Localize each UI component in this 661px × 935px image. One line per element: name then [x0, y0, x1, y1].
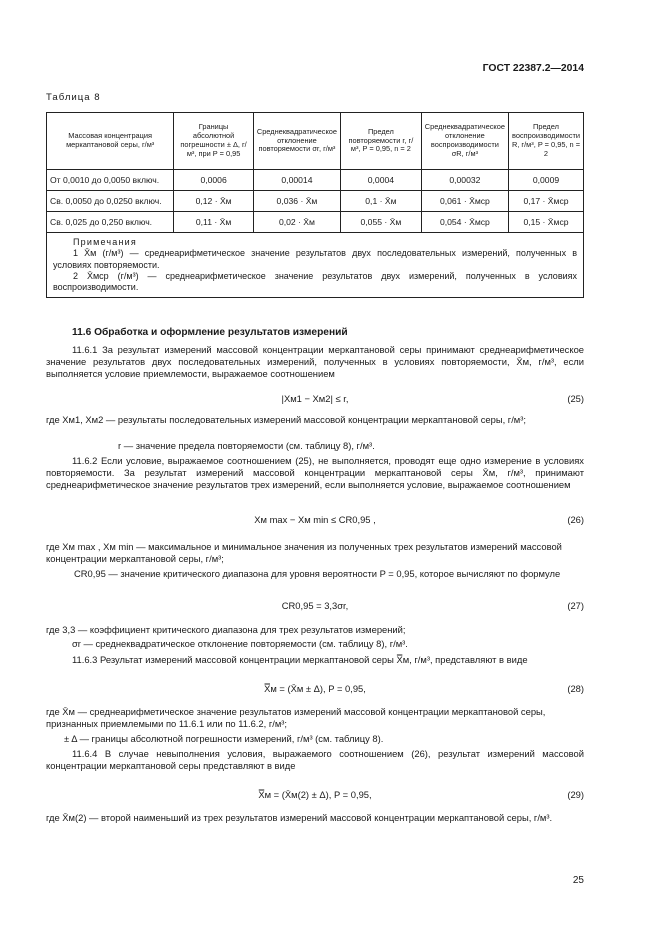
where-26b: CR0,95 — значение критического диапазона для уровня вероятности P = 0,95, которое вычисляют по формуле: [74, 568, 561, 579]
table-cell: Св. 0,0050 до 0,0250 включ.: [47, 191, 174, 212]
col-header: Предел воспроизводимости R, г/м³, P = 0,95, n = 2: [508, 113, 583, 170]
page-number: 25: [572, 875, 584, 886]
paragraph-11-6-1: 11.6.1 За результат измерений массовой концентрации меркаптановой серы принимают среднеарифметическое значение результатов двух последовательных измерений, полученных в условиях повторяемости, X̄м, г/м³, если выполняется условие приемлемости, выражаемое соотношением: [46, 344, 584, 380]
table-cell: 0,12 · X̄м: [174, 191, 254, 212]
table-notes: [47, 233, 584, 298]
paragraph-11-6-4: 11.6.4 В случае невыполнения условия, выражаемого соотношением (26), результат измерений массовой концентрации меркаптановой серы представляют в виде: [46, 748, 584, 772]
col-header: Границы абсолютной погрешности ± Δ, г/м³, при P = 0,95: [174, 113, 254, 170]
col-header: Среднеквадратическое отклонение воспроизводимости σR, г/м³: [421, 113, 508, 170]
table-row: [47, 191, 584, 212]
formula-number: (29): [567, 789, 584, 800]
table-cell: 0,02 · X̄м: [253, 212, 340, 233]
section-title: 11.6 Обработка и оформление результатов измерений: [72, 327, 348, 338]
formula-expression: X̿м = (X̄м(2) ± Δ), P = 0,95,: [258, 789, 372, 800]
where-28b: ± Δ — границы абсолютной погрешности измерений, г/м³ (см. таблицу 8).: [64, 733, 384, 744]
table-cell: Св. 0,025 до 0,250 включ.: [47, 212, 174, 233]
where-26a: где Xм max , Xм min — максимальное и минимальное значения из полученных трех результатов измерений массовой концентрации меркаптановой серы, г/м³;: [46, 541, 562, 565]
table-cell: 0,0004: [341, 170, 422, 191]
table-cell: 0,1 · X̄м: [341, 191, 422, 212]
table-cell: 0,055 · X̄м: [341, 212, 422, 233]
note-2: 2 X̄мср (г/м³) — среднеарифметическое значение результатов двух измерений, полученных в условиях воспроизводимости.: [53, 270, 577, 292]
formula-expression: Xм max − Xм min ≤ CR0,95 ,: [254, 514, 376, 525]
col-header: Массовая концентрация меркаптановой серы, г/м³: [47, 113, 174, 170]
where-29a: где X̄м(2) — второй наименьший из трех результатов измерений массовой концентрации меркаптановой серы, г/м³.: [46, 812, 553, 823]
formula-expression: X̿м = (X̄м ± Δ), P = 0,95,: [264, 683, 366, 694]
table-row: [47, 170, 584, 191]
document-page: [46, 0, 584, 935]
where-27b: σr — среднеквадратическое отклонение повторяемости (см. таблицу 8), г/м³.: [72, 638, 408, 649]
table-cell: 0,00014: [253, 170, 340, 191]
table-header-row: [47, 113, 584, 170]
where-25a: где Xм1, Xм2 — результаты последовательных измерений массовой концентрации меркаптановой серы, г/м³;: [46, 414, 526, 425]
where-25b: r — значение предела повторяемости (см. таблицу 8), г/м³.: [118, 440, 375, 451]
table-caption: Таблица 8: [46, 92, 101, 103]
col-header: Предел повторяемости r, г/м³, P = 0,95, n = 2: [341, 113, 422, 170]
table-cell: 0,061 · X̄мср: [421, 191, 508, 212]
note-1: 1 X̄м (г/м³) — среднеарифметическое значение результатов двух последовательных измерений, полученных в условиях повторяемости.: [53, 248, 577, 270]
formula-number: (25): [567, 393, 584, 404]
standard-header: ГОСТ 22387.2—2014: [482, 63, 584, 74]
formula-number: (27): [567, 600, 584, 611]
table-cell: От 0,0010 до 0,0050 включ.: [47, 170, 174, 191]
where-27a: где 3,3 — коэффициент критического диапазона для трех результатов измерений;: [46, 624, 406, 635]
notes-title: Примечания: [73, 237, 137, 247]
table-cell: 0,0006: [174, 170, 254, 191]
table-row: [47, 212, 584, 233]
where-28a: где X̄м — среднеарифметическое значение результатов измерений массовой концентрации меркаптановой серы, признанных приемлемыми по 11.6.1 или по 11.6.2, г/м³;: [46, 706, 546, 730]
table-cell: 0,17 · X̄мср: [508, 191, 583, 212]
table-cell: 0,0009: [508, 170, 583, 191]
table-cell: 0,11 · X̄м: [174, 212, 254, 233]
table-cell: 0,054 · X̄мср: [421, 212, 508, 233]
formula-expression: |Xм1 − Xм2| ≤ r,: [281, 393, 349, 404]
formula-number: (28): [567, 683, 584, 694]
table-cell: 0,00032: [421, 170, 508, 191]
table-8: [46, 112, 584, 298]
paragraph-11-6-3: 11.6.3 Результат измерений массовой концентрации меркаптановой серы X̿м, г/м³, представляют в виде: [72, 654, 528, 665]
table-cell: 0,036 · X̄м: [253, 191, 340, 212]
formula-number: (26): [567, 514, 584, 525]
table-notes-row: [47, 233, 584, 298]
formula-expression: CR0,95 = 3,3σr,: [281, 600, 349, 611]
table-cell: 0,15 · X̄мср: [508, 212, 583, 233]
col-header: Среднеквадратическое отклонение повторяемости σr, г/м³: [253, 113, 340, 170]
paragraph-11-6-2: 11.6.2 Если условие, выражаемое соотношением (25), не выполняется, проводят еще одно измерение в условиях повторяемости. За результат измерений массовой концентрации меркаптановой серы X̄м, г/м³, принимают среднеарифметическое значение результатов трех измерений, если выполняется условие, выражаемое соотношением: [46, 455, 584, 491]
